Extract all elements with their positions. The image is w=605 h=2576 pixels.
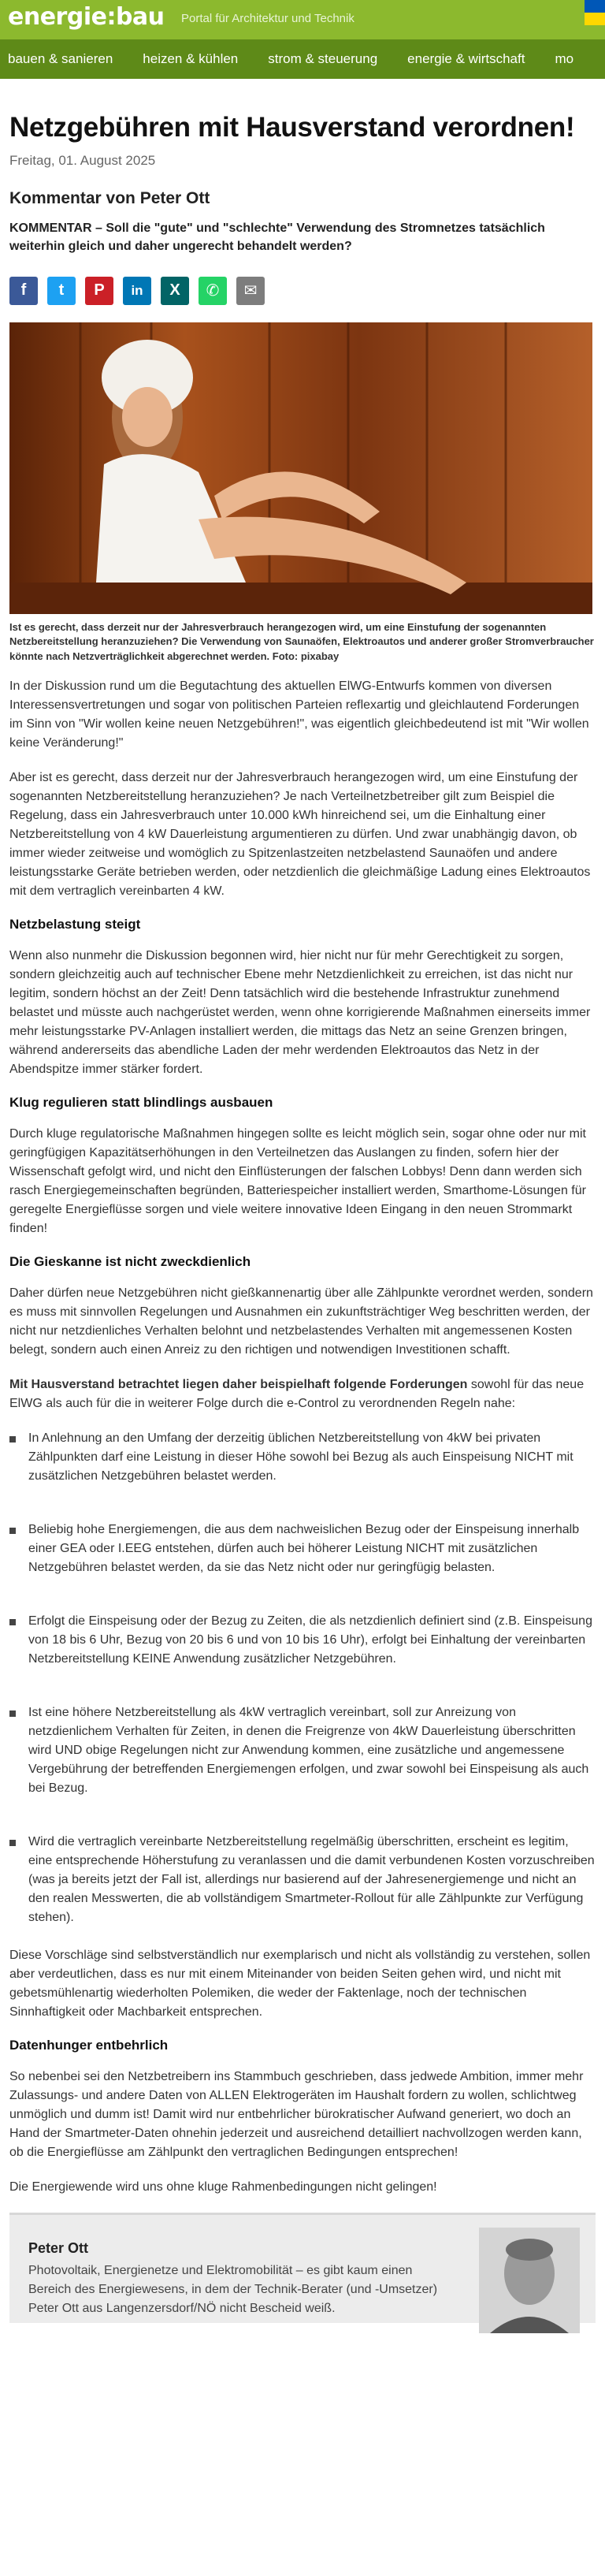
- sauna-photo-illustration: [9, 322, 592, 614]
- list-item: Beliebig hohe Energiemengen, die aus dem nachweislichen Bezug oder der Einspeisung innerhalb einer GEA oder I.EEG entstehen, dürfen auch bei höherer Leistung NICHT mit zusätzlichen Netzgebühren belastet werden, da sie das Netz nicht oder nur geringfügig belasten.: [9, 1521, 596, 1577]
- section-heading: Klug regulieren statt blindlings ausbauen: [9, 1095, 273, 1111]
- section-heading: Die Gieskanne ist nicht zweckdienlich: [9, 1254, 251, 1270]
- site-tagline: Portal für Architektur und Technik: [181, 12, 354, 25]
- section-heading: Netzbelastung steigt: [9, 917, 141, 932]
- ukraine-flag-icon: [585, 0, 605, 25]
- article-subtitle: Kommentar von Peter Ott: [9, 189, 210, 208]
- author-box: [9, 2213, 596, 2323]
- nav-item-energie[interactable]: energie & wirtschaft: [407, 51, 525, 66]
- nav-item-heizen[interactable]: heizen & kühlen: [143, 51, 239, 66]
- author-bio: Photovoltaik, Energienetze und Elektromobilität – es gibt kaum einen Bereich des Energiewesens, in dem der Technik-Berater (und -Umsetzer) Peter Ott aus Langenzersdorf/NÖ nicht Bescheid weiß.: [28, 2264, 438, 2316]
- share-bar: [9, 277, 596, 305]
- twitter-icon[interactable]: t: [47, 277, 76, 305]
- article: [0, 112, 605, 2323]
- section-heading: Datenhunger entbehrlich: [9, 2038, 169, 2053]
- article-photo: [9, 322, 592, 614]
- paragraph-bold-lead: Mit Hausverstand betrachtet liegen daher beispielhaft folgende Forderungen: [9, 1378, 468, 1392]
- linkedin-icon[interactable]: in: [123, 277, 151, 305]
- paragraph: Diese Vorschläge sind selbstverständlich nur exemplarisch und nicht als vollständig zu verstehen, sollen aber verdeutlichen, dass es nur mit einem Miteinander von beiden Seiten gehen wird, und nicht mit gebetsmühlenartig wiederholten Polemiken, die weder der Faktenlage, noch der technischen Sinnhaftigkeit oder Machbarkeit entsprechen.: [9, 1949, 591, 2019]
- article-lead: KOMMENTAR – Soll die "gute" und "schlechte" Verwendung des Stromnetzes tatsächlich weiterhin gleich und daher ungerecht behandelt werden?: [9, 221, 545, 254]
- photo-caption: Ist es gerecht, dass derzeit nur der Jahresverbrauch herangezogen wird, um eine Einstufung der sogenannten Netzbereitstellung heranzuziehen? Die Verwendung von Saunaöfen, Elektroautos und anderer großer Stromverbraucher könnte nach Netzverträglichkeit abgerechnet werden. Foto: pixabay: [9, 620, 594, 663]
- list-item: Ist eine höhere Netzbereitstellung als 4kW vertraglich vereinbart, soll zur Anreizung von netzdienlichem Verhalten für Zeiten, in denen die Freigrenze von 4kW Dauerleistung überschritten wird UND obige Regelungen nicht zur Anwendung kommen, eine zusätzliche und angemessene Vergebührung der betreffenden Energiemengen erfolgen, und zwar sowohl bei Einspeisung als auch bei Bezug.: [9, 1703, 596, 1798]
- facebook-icon[interactable]: f: [9, 277, 38, 305]
- main-nav: [0, 39, 605, 79]
- paragraph: Wenn also nunmehr die Diskussion begonnen wird, hier nicht nur für mehr Gerechtigkeit zu sorgen, sondern gleichzeitig auch auf technischer Ebene mehr Netzdienlichkeit zu erreichen, ist das nicht nur legitim, sondern höchst an der Zeit! Denn tatsächlich wird die bestehende Infrastruktur zunehmend belastet und müsste auch nachgerüstet werden, wenn ohne korrigierende Maßnahmen einerseits immer mehr leistungsstarke PV-Anlagen installiert werden, die mittags das Netz an seine Grenzen bringen, während andererseits das abendliche Laden der mehr werdenden Elektroautos das Netz in der Abendspitze immer stärker fordert.: [9, 949, 591, 1077]
- author-avatar: [479, 2228, 580, 2333]
- demands-list: [9, 1429, 596, 1927]
- paragraph: [9, 1375, 596, 1413]
- pinterest-icon[interactable]: P: [85, 277, 113, 305]
- paragraph: Daher dürfen neue Netzgebühren nicht gießkannenartig über alle Zählpunkte verordnet werden, sondern es muss mit sinnvollen Regelungen und Ausnahmen ein zukunftsträchtiger Weg beschritten werden, der nicht nur netzdienliches Verhalten belohnt und netzbelastendes Verhalten mit angemessenen Kosten belegt, sondern auch einen Anreiz zu den richtigen und notwendigen Investitionen schafft.: [9, 1286, 593, 1357]
- list-item: In Anlehnung an den Umfang der derzeitig üblichen Netzbereitstellung von 4kW bei privaten Zählpunkten darf eine Leistung in dieser Höhe sowohl bei Bezug als auch Einspeisung NICHT mit zusätzlichen Netzgebühren belastet werden.: [9, 1429, 596, 1486]
- author-portrait-icon: [479, 2228, 580, 2333]
- list-item: Wird die vertraglich vereinbarte Netzbereitstellung regelmäßig überschritten, erscheint es legitim, eine entsprechende Höherstufung zu veranlassen und die damit verbundenen Kosten vorzuschreiben (was ja bereits jetzt der Fall ist, allerdings nur basierend auf der Jahresenergiemenge und nicht an den realen Messwerten, die ab vollständigem Smartmeter-Rollout für alle Zählpunkte zur Verfügung stehen).: [9, 1833, 596, 1927]
- paragraph: So nebenbei sei den Netzbetreibern ins Stammbuch geschrieben, dass jedwede Ambition, immer mehr Zulassungs- und andere Daten von ALLEN Elektrogeräten im Haushalt fordern zu wollen, schlichtweg unmöglich und dumm ist! Damit wird nur entbehrlicher bürokratischer Aufwand generiert, wo doch an Hand der Smartmeter-Daten ohnehin jederzeit und ausreichend detailliert nachvollzogen werden kann, ob die Energieflüsse am Zählpunkt den vertraglichen Bedingungen entsprechen!: [9, 2070, 584, 2160]
- article-body: [9, 677, 596, 2197]
- paragraph: Aber ist es gerecht, dass derzeit nur der Jahresverbrauch herangezogen wird, um eine Einstufung der sogenannten Netzbereitstellung heranzuziehen? Je nach Verteilnetzbetreiber gilt zum Beispiel die Regelung, dass ein Jahresverbrauch unter 10.000 kWh hinreichend sei, um die Einhaltung einer Netzbereitstellung von 4 kW Dauerleistung argumentieren zu dürfen. Und zwar unabhängig davon, ob immer wieder zeitweise und womöglich zu Spitzenlastzeiten netzbelastend Saunaöfen und andere leistungsstarke Geräte betrieben werden, oder netzdienlich die gleichmäßige Ladung eines Elektroautos mit dem vertraglich vereinbarten 4 kW.: [9, 771, 591, 899]
- nav-item-strom[interactable]: strom & steuerung: [268, 51, 378, 66]
- list-item: Erfolgt die Einspeisung oder der Bezug zu Zeiten, die als netzdienlich definiert sind (z.B. Einspeisung von 18 bis 6 Uhr, Bezug von 20 bis 6 und von 10 bis 16 Uhr), erfolgt bei Einhaltung der vereinbarten Netzbereitstellung KEINE Anwendung zusätzlicher Netzgebühren.: [9, 1612, 596, 1669]
- author-name: Peter Ott: [28, 2240, 89, 2257]
- nav-item-more[interactable]: mo: [555, 51, 574, 66]
- nav-item-bauen[interactable]: bauen & sanieren: [8, 51, 113, 66]
- paragraph: In der Diskussion rund um die Begutachtung des aktuellen ElWG-Entwurfs kommen von diversen Interessensvertretungen und sogar von politischen Parteien reflexartig und gleichlautend Forderungen im Sinn von "Wir wollen keine neuen Netzgebühren!", was eigentlich gleichbedeutend ist mit "Wir wollen keine Veränderung!": [9, 679, 589, 750]
- article-date: Freitag, 01. August 2025: [9, 153, 156, 169]
- paragraph-rest: sowohl für das neue ElWG als auch für die in weiterer Folge durch die e-Control zu verordnenden Regeln nahe:: [9, 1378, 585, 1411]
- paragraph: Durch kluge regulatorische Maßnahmen hingegen sollte es leicht möglich sein, sogar ohne oder nur mit geringfügigen Kapazitätserhöhungen in den Verteilnetzen das Auslangen zu finden, sofern hier der Wissenschaft gefolgt wird, und nicht den Einflüsterungen der falschen Lobbys! Denn dann werden sich rasch Energiegemeinschaften begründen, Batteriespeicher installiert werden, Smarthome-Lösungen für geregelte Energieflüsse sorgen und viele weitere innovative Ideen Eingang in den neuen Strommarkt finden!: [9, 1127, 586, 1236]
- site-logo[interactable]: energie:bau: [8, 3, 165, 31]
- paragraph: Die Energiewende wird uns ohne kluge Rahmenbedingungen nicht gelingen!: [9, 2180, 437, 2194]
- article-title: Netzgebühren mit Hausverstand verordnen!: [9, 112, 575, 143]
- xing-icon[interactable]: X: [161, 277, 189, 305]
- site-header: [0, 0, 605, 39]
- email-icon[interactable]: ✉: [236, 277, 265, 305]
- whatsapp-icon[interactable]: ✆: [199, 277, 227, 305]
